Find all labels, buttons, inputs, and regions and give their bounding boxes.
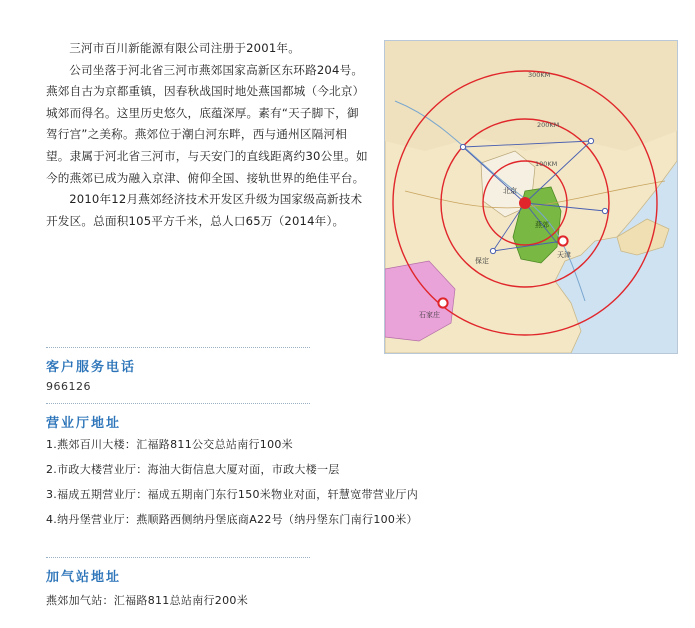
- intro-paragraph-1: 三河市百川新能源有限公司注册于2001年。: [69, 41, 300, 55]
- location-map-graphic: [385, 41, 677, 353]
- intro-paragraph-2: 公司坐落于河北省三河市燕郊国家高新区东环路204号。燕郊自古为京都重镇，因春秋战国时地处燕国都城（今北京）城郊而得名。这里历史悠久，底蕴深厚。素有“天子脚下，御驾行宫”之美称。燕郊位于潮白河东畔，西与通州区隔河相望。隶属于河北省三河市，与天安门的直线距离约30公里。如今的燕郊已成为融入京津、俯仰全国、接轨世界的绝佳平台。: [46, 62, 368, 185]
- hall-item-1: 1.燕郊百川大楼：汇福路811公交总站南行100米: [46, 438, 293, 451]
- halls-title: 营业厅地址: [46, 416, 122, 431]
- map-ring-label-100: 100KM: [535, 160, 558, 168]
- map-ring-label-300: 300KM: [528, 71, 551, 79]
- map-north-region: [385, 41, 677, 151]
- map-marker-beijing: [519, 197, 531, 209]
- hall-item-2: 2.市政大楼营业厅：海油大街信息大厦对面，市政大楼一层: [46, 463, 340, 476]
- halls-list: [46, 436, 418, 536]
- divider-2: [46, 403, 310, 404]
- gas-title: 加气站地址: [46, 570, 122, 585]
- company-intro: [46, 38, 370, 232]
- intro-paragraph-3: 2010年12月燕郊经济技术开发区升级为国家级高新技术开发区。总面积105平方千米，总人口65万（2014年）。: [46, 192, 363, 228]
- map-ring-label-200: 200KM: [537, 121, 560, 129]
- map-city-shijiazhuang: 石家庄: [419, 311, 440, 319]
- hall-item-3: 3.福成五期营业厅：福成五期南门东行150米物业对面，轩慧宽带营业厅内: [46, 488, 418, 501]
- divider-1: [46, 347, 310, 348]
- divider-3: [46, 557, 310, 558]
- hall-item-4: 4.纳丹堡营业厅：燕顺路西侧纳丹堡底商A22号（纳丹堡东门南行100米）: [46, 513, 418, 526]
- map-city-tianjin: 天津: [557, 251, 571, 259]
- service-phone: 966126: [46, 380, 91, 393]
- map-city-beijing: 北京: [503, 187, 517, 195]
- map-marker-tianjin: [558, 236, 567, 245]
- location-map: [384, 40, 678, 354]
- map-marker-shijiazhuang: [438, 298, 447, 307]
- map-city-baoding: 保定: [475, 257, 489, 265]
- gas-address: 燕郊加气站：汇福路811总站南行200米: [46, 594, 248, 607]
- map-city-yanjiao: 燕郊: [535, 221, 549, 229]
- service-title: 客户服务电话: [46, 360, 137, 375]
